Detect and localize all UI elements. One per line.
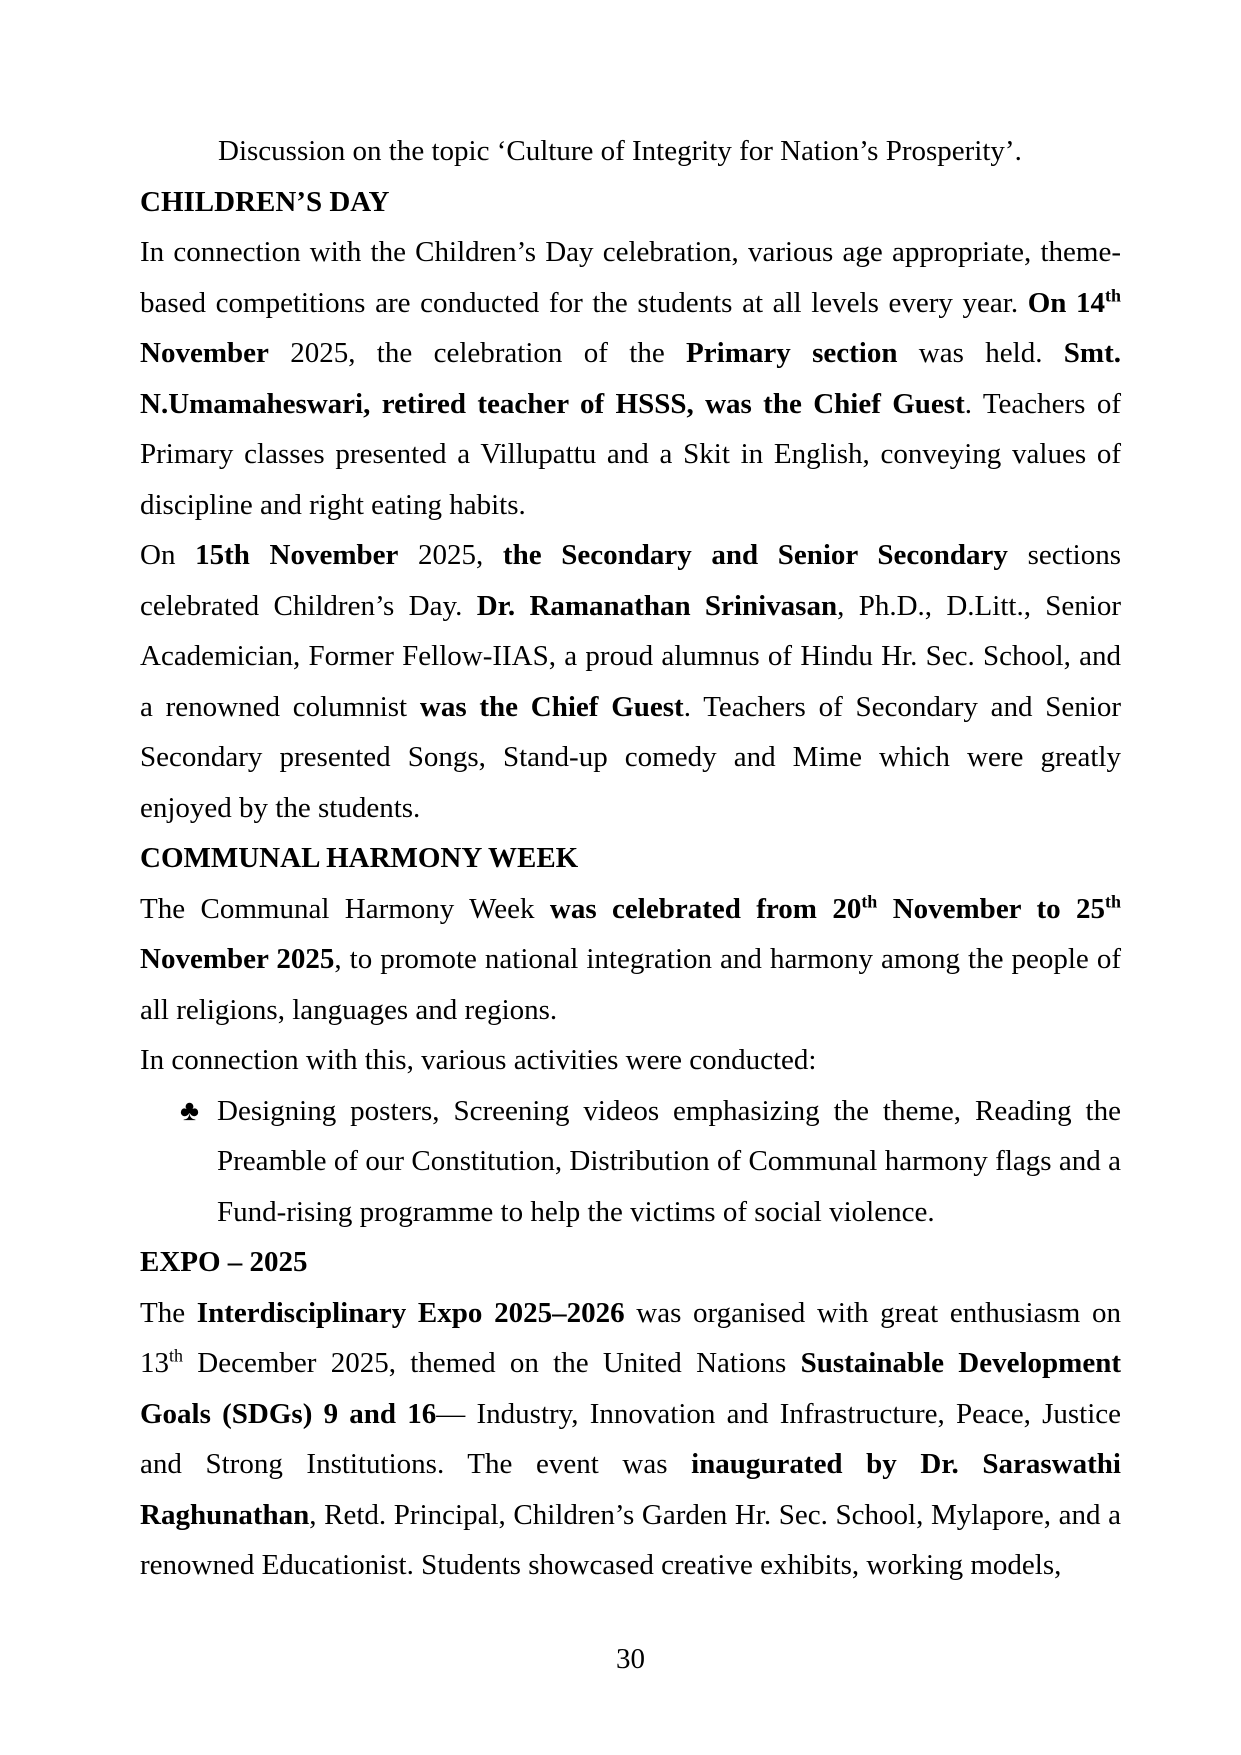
bold-text-run: CHILDREN’S DAY bbox=[140, 185, 390, 218]
bold-text-run: the Secondary and Senior Secondary bbox=[502, 539, 1008, 571]
bold-text-run: Dr. Ramanathan Srinivasan bbox=[476, 589, 838, 622]
paragraph-childrens-day-primary bbox=[140, 227, 1121, 530]
bold-text-run: 15th November bbox=[195, 539, 399, 571]
text-run: — Industry, Innovation and Infrastructure, Peace, Justice and Strong Institutions. The event was bbox=[140, 1397, 1121, 1480]
bold-text-run: inaugurated by Dr. Saraswathi Raghunathan bbox=[140, 1448, 1121, 1531]
text-run: In connection with the Children’s Day celebration, various age appropriate, theme-based competitions are conducted for the students at all levels every year. bbox=[140, 236, 1121, 319]
club-bullet-icon: ♣ bbox=[180, 1094, 200, 1127]
page-number: 30 bbox=[616, 1642, 645, 1675]
text-run: , Ph.D., D.Litt., Senior Academician, Former Fellow-IIAS, a proud alumnus of Hindu Hr. Sec. School, and a renowned columnist bbox=[140, 589, 1122, 723]
paragraph-discussion-topic bbox=[140, 126, 1121, 177]
text-run: Designing posters, Screening videos emphasizing the theme, Reading the Preamble of our Constitution, Distribution of Communal harmony flags and a Fund-rising programme to help the victims of social violence. bbox=[217, 1094, 1121, 1228]
bold-text-run: was celebrated from 20 bbox=[549, 892, 862, 925]
heading-expo-2025 bbox=[140, 1237, 1121, 1288]
text-run: December 2025, themed on the United Nations bbox=[182, 1347, 801, 1379]
text-run: , to promote national integration and harmony among the people of all religions, languages and regions. bbox=[140, 943, 1121, 1026]
bold-text-run: COMMUNAL HARMONY WEEK bbox=[140, 842, 579, 874]
superscript-run: th bbox=[1105, 890, 1121, 911]
bullet-item-activities bbox=[140, 1086, 1121, 1238]
bold-text-run: EXPO – 2025 bbox=[140, 1246, 308, 1278]
page-footer bbox=[140, 1634, 1121, 1685]
text-run: On bbox=[140, 539, 196, 571]
heading-childrens-day bbox=[140, 177, 1121, 228]
bold-text-run: Interdisciplinary Expo 2025–2026 bbox=[196, 1296, 625, 1329]
text-run: was organised with great enthusiasm on 13 bbox=[140, 1296, 1121, 1379]
text-run: 2025, the celebration of the bbox=[268, 337, 687, 369]
text-run: 2025, bbox=[398, 539, 503, 571]
superscript-run: th bbox=[169, 1345, 183, 1366]
paragraph-communal-harmony bbox=[140, 884, 1121, 1036]
superscript-run: th bbox=[861, 890, 878, 911]
bold-text-run: Primary section bbox=[686, 337, 898, 369]
bold-text-run: November 2025 bbox=[140, 943, 335, 975]
bold-text-run: was the Chief Guest bbox=[419, 690, 684, 723]
text-run: Discussion on the topic ‘Culture of Integrity for Nation’s Prosperity’. bbox=[218, 135, 1022, 167]
bold-text-run: November bbox=[140, 337, 269, 369]
superscript-run: th bbox=[1105, 284, 1121, 305]
heading-communal-harmony-week bbox=[140, 833, 1121, 884]
paragraph-expo bbox=[140, 1288, 1121, 1591]
text-run: The Communal Harmony Week bbox=[140, 892, 550, 925]
text-run: . Teachers of Secondary and Senior Secondary presented Songs, Stand-up comedy and Mime which were greatly enjoyed by the students. bbox=[140, 690, 1121, 824]
bullet-text-activities bbox=[217, 1086, 1121, 1238]
text-run: was held. bbox=[897, 337, 1064, 369]
text-run: , Retd. Principal, Children’s Garden Hr. Sec. School, Mylapore, and a renowned Educationist. Students showcased creative exhibits, working models, bbox=[140, 1498, 1121, 1581]
text-run: . Teachers of Primary classes presented a Villupattu and a Skit in English, conveying values of discipline and right eating habits. bbox=[140, 387, 1121, 521]
bold-text-run: November to 25 bbox=[877, 892, 1105, 925]
paragraph-activities-intro bbox=[140, 1035, 1121, 1086]
text-run: The bbox=[140, 1296, 197, 1329]
bold-text-run: On 14 bbox=[1027, 286, 1106, 319]
bold-text-run: Sustainable Development Goals (SDGs) 9 and 16 bbox=[140, 1347, 1121, 1430]
text-run: In connection with this, various activities were conducted: bbox=[140, 1044, 817, 1076]
paragraph-childrens-day-secondary bbox=[140, 530, 1121, 833]
bold-text-run: Smt. N.Umamaheswari, retired teacher of HSSS, was the Chief Guest bbox=[140, 337, 1121, 420]
text-run: sections celebrated Children’s Day. bbox=[140, 539, 1121, 622]
